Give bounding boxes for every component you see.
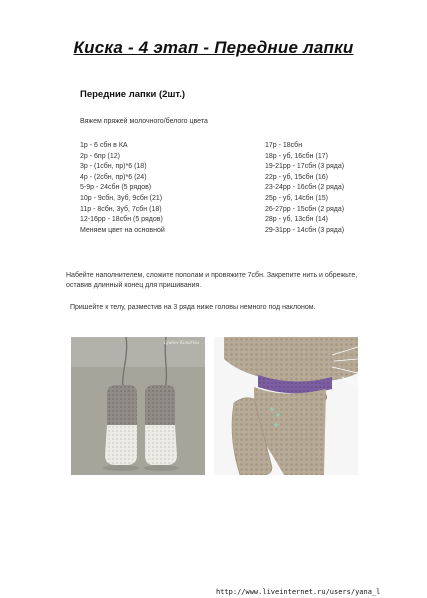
- pattern-row: 22р - уб, 15сбн (16): [265, 173, 328, 181]
- pattern-row: 19-21рр - 17сбн (3 ряда): [265, 163, 345, 171]
- pattern-row: 12-16рр - 18сбн (5 рядов): [80, 216, 163, 224]
- instruction-paragraph-2: Пришейте к телу, разместив на 3 ряда ниже головы немного под наклоном.: [70, 304, 316, 311]
- page-title: Киска - 4 этап - Передние лапки: [73, 38, 354, 57]
- intro-text: Вяжем пряжей молочного/белого цвета: [80, 118, 208, 125]
- source-url: http://www.liveinternet.ru/users/yana_l: [216, 588, 381, 596]
- pattern-row: Меняем цвет на основной: [80, 226, 165, 234]
- pattern-row: 25р - уб, 14сбн (15): [265, 194, 328, 202]
- photo-crocheted-paws: [71, 337, 205, 475]
- pattern-row: 3р - (1сбн, пр)*6 (18): [80, 163, 147, 171]
- pattern-row: 23-24рр - 16сбн (2 ряда): [265, 184, 345, 192]
- pattern-row: 18р - уб, 16сбн (17): [265, 152, 328, 160]
- pattern-row: 11р - 8сбн, 3уб, 7сбн (18): [80, 205, 162, 213]
- pattern-row: 29-31рр - 14сбн (3 ряда): [265, 226, 345, 234]
- photo-watermark: Lyubov Kondrina: [164, 341, 199, 346]
- pattern-row: 17р - 18сбн: [265, 142, 303, 149]
- pattern-row: 5-9р - 24сбн (5 рядов): [80, 184, 152, 192]
- pattern-rows-left: [80, 141, 165, 236]
- pattern-row: 26-27рр - 15сбн (2 ряда): [265, 205, 345, 213]
- pattern-row: 4р - (2сбн, пр)*6 (24): [80, 173, 147, 181]
- pattern-row: 10р - 9сбн, 3уб, 9сбн (21): [80, 194, 163, 202]
- instruction-paragraph-1: Набейте наполнителем, сложите пополам и провяжите 7сбн. Закрепите нить и обрежьте, оставив длинный конец для пришивания.: [66, 272, 358, 289]
- section-subtitle: Передние лапки (2шт.): [80, 89, 186, 100]
- photo-crocheted-cat: [214, 337, 358, 475]
- pattern-row: 1р - 6 сбн в КА: [80, 142, 128, 149]
- pattern-row: 2р - 6пр (12): [80, 152, 120, 160]
- pattern-rows-right: [265, 141, 344, 236]
- pattern-row: 28р - уб, 13сбн (14): [265, 216, 328, 224]
